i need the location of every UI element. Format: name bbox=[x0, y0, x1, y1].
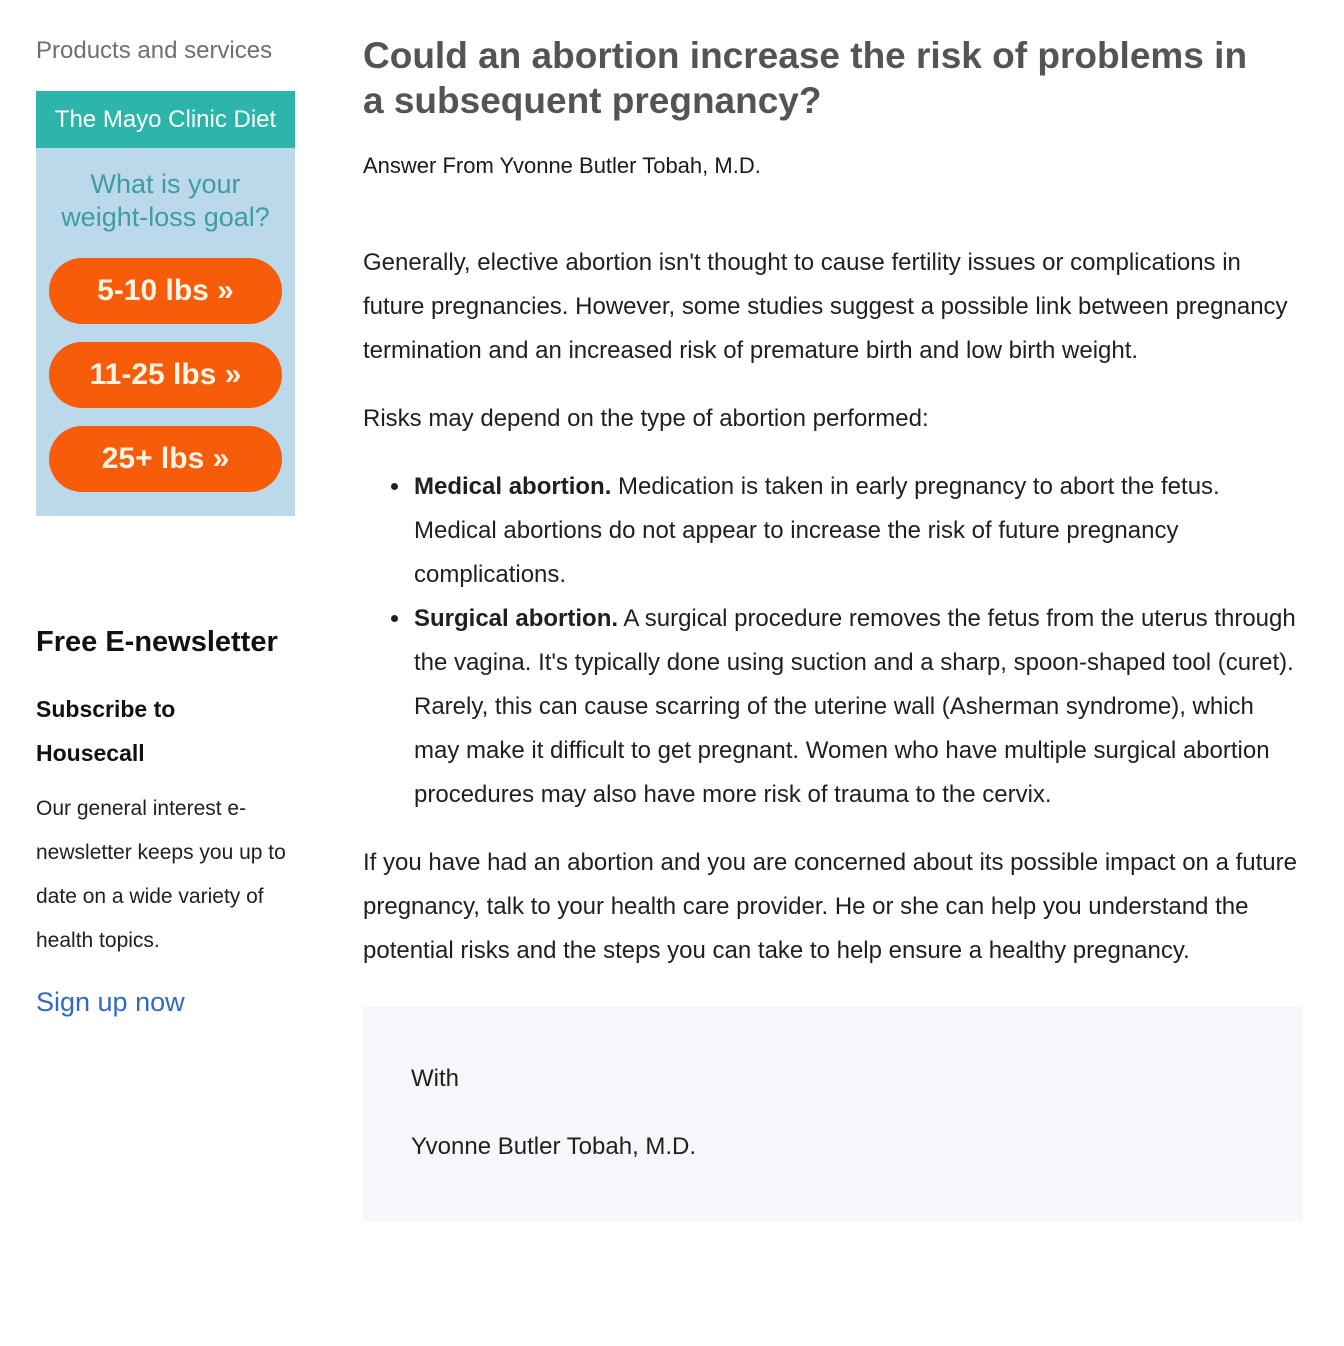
diet-ad-question bbox=[36, 168, 295, 234]
list-item-surgical-abortion bbox=[412, 597, 1303, 817]
weight-goal-button-11-25[interactable]: 11-25 lbs » bbox=[49, 342, 282, 408]
sidebar bbox=[36, 0, 296, 1018]
article-title: Could an abortion increase the risk of problems in a subsequent pregnancy? bbox=[363, 35, 1248, 121]
medical-abortion-text: Medication is taken in early pregnancy to abort the fetus. Medical abortions do not appear to increase the risk of future pregnancy complications. bbox=[414, 473, 1220, 588]
mayo-clinic-diet-ad[interactable] bbox=[36, 91, 295, 516]
abortion-types-list bbox=[363, 465, 1303, 817]
diet-ad-question-line2: weight-loss goal? bbox=[61, 202, 270, 232]
surgical-abortion-text: A surgical procedure removes the fetus from the uterus through the vagina. It's typically done using suction and a sharp, spoon-shaped tool (curet). Rarely, this can cause scarring of the uterine wall (Asherman syndrome), which may make it difficult to get pregnant. Women who have multiple surgical abortion procedures may also have more risk of trauma to the cervix. bbox=[414, 605, 1296, 808]
weight-goal-button-5-10[interactable]: 5-10 lbs » bbox=[49, 258, 282, 324]
newsletter-heading: Free E-newsletter bbox=[36, 626, 278, 658]
diet-ad-question-line1: What is your bbox=[90, 169, 241, 199]
list-item-medical-abortion bbox=[412, 465, 1303, 597]
surgical-abortion-term: Surgical abortion. bbox=[414, 605, 619, 632]
newsletter-description: Our general interest e-newsletter keeps you up to date on a wide variety of health topics. bbox=[36, 797, 286, 952]
newsletter-section bbox=[36, 626, 296, 1018]
diet-ad-header: The Mayo Clinic Diet bbox=[36, 91, 295, 148]
sign-up-now-link[interactable]: Sign up now bbox=[36, 987, 185, 1017]
intro-paragraph: Generally, elective abortion isn't thought to cause fertility issues or complications in future pregnancies. However, some studies suggest a possible link between pregnancy termination and an increased risk of premature birth and low birth weight. bbox=[363, 249, 1288, 364]
diet-ad-body bbox=[36, 148, 295, 516]
closing-paragraph: If you have had an abortion and you are concerned about its possible impact on a future pregnancy, talk to your health care provider. He or she can help you understand the potential risks and the steps you can take to help ensure a healthy pregnancy. bbox=[363, 849, 1297, 964]
contributor-box bbox=[363, 1007, 1303, 1221]
products-and-services-label: Products and services bbox=[36, 37, 273, 64]
contributor-name: Yvonne Butler Tobah, M.D. bbox=[411, 1133, 697, 1160]
article-byline: Answer From Yvonne Butler Tobah, M.D. bbox=[363, 153, 761, 178]
contributor-with-label: With bbox=[411, 1065, 459, 1092]
newsletter-subheading: Subscribe to Housecall bbox=[36, 696, 176, 766]
risks-lead-paragraph: Risks may depend on the type of abortion performed: bbox=[363, 405, 929, 432]
weight-goal-button-25-plus[interactable]: 25+ lbs » bbox=[49, 426, 282, 492]
article-main bbox=[363, 0, 1303, 1221]
medical-abortion-term: Medical abortion. bbox=[414, 473, 612, 500]
